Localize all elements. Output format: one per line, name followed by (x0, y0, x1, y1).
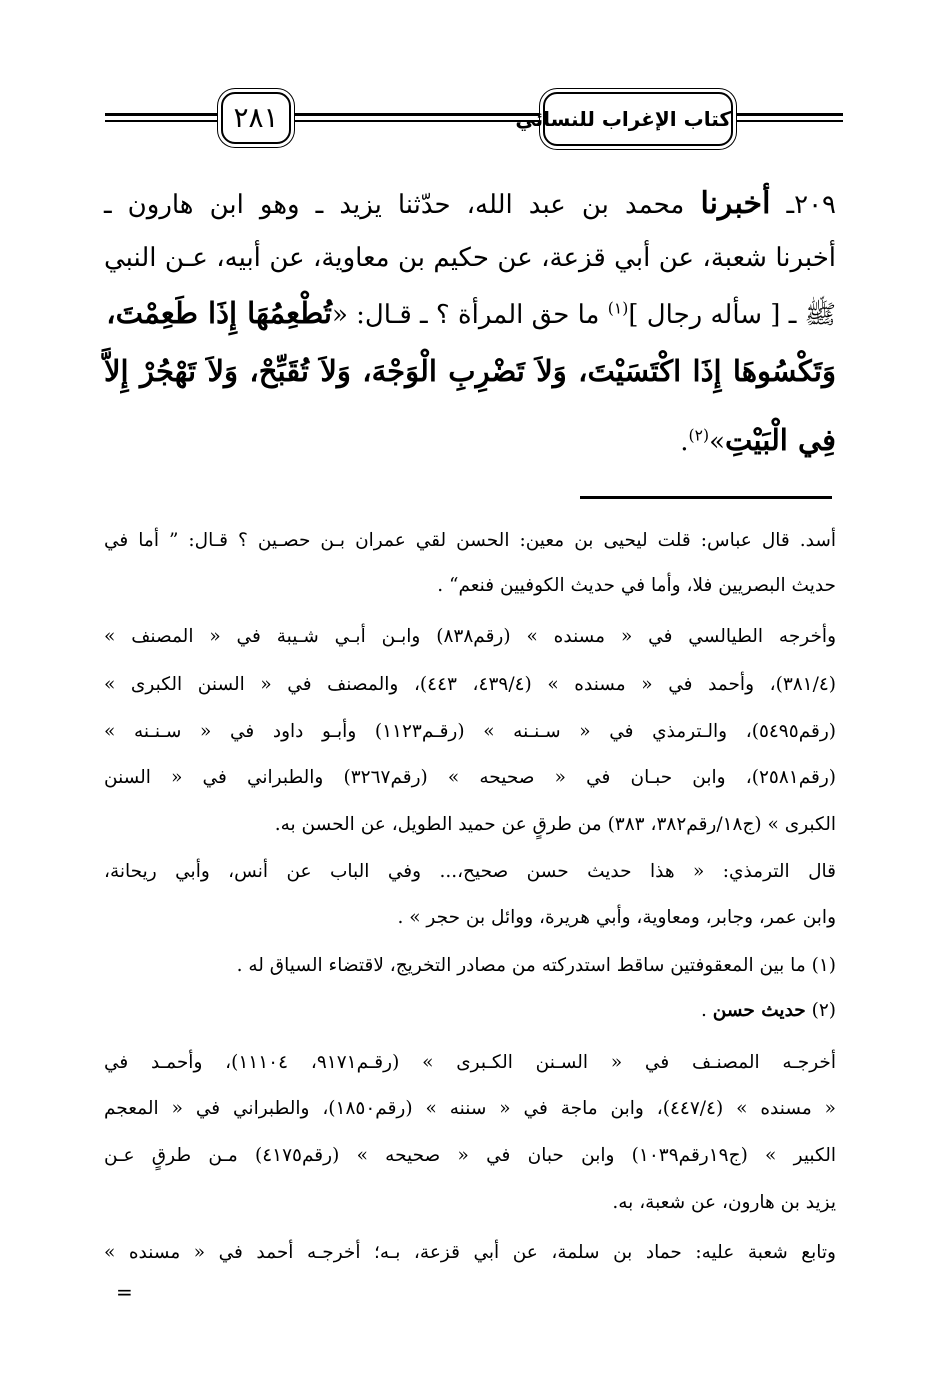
footnote-line: حديث البصريين فلا، وأما في حديث الكوفيين فنعم“ . (437, 575, 836, 596)
footnote-line: « مسنده » (٤٤٧/٤)، وابن ماجة في « سننه » (رقم١٨٥٠)، والطبراني في « المعجم (104, 1098, 836, 1119)
hadith-line-5: فِي الْبَيْتِ»$^{(٢)}$. (680, 423, 836, 457)
footnote-ref-1: (١) (607, 299, 629, 318)
footnote-line: (رقم٢٥٨١)، وابن حبـان في « صحيحه » (رقم٣٢٦٧) والطبراني في « السنن (104, 767, 837, 788)
hadith-line-3: ﷺ ـ [ سأله رجال ]$^{(١)}$ ما حق المرأة ؟ ـ قـال: «تُطْعِمُهَا إِذَا طَعِمْتَ، (106, 296, 836, 330)
continuation-mark: = (116, 1280, 133, 1304)
hadith-matn: تُطْعِمُهَا إِذَا طَعِمْتَ، (106, 296, 332, 330)
footnote-line: يزيد بن هارون، عن شعبة، به. (612, 1192, 836, 1213)
footnote-line: الكبير » (ج١٩رقم١٠٣٩) وابن حبان في « صحيحه » (رقم٤١٧٥) مـن طرقٍ عـن (104, 1145, 836, 1166)
hadith-line-1: ٢٠٩ـ أخبرنا محمد بن عبد الله، حدّثنا يزيد ـ وهو ابن هارون ـ (104, 186, 837, 221)
footnote-line: الكبرى » (ج١٨/رقم٣٨٢، ٣٨٣) من طرقٍ عن حميد الطويل، عن الحسن به. (274, 814, 836, 835)
footnote-line: وابن عمر، وجابر، ومعاوية، وأبي هريرة، ووائل بن حجر » . (397, 907, 836, 928)
footnote-line: وأخرجه الطيالسي في « مسنده » (رقم٨٣٨) وابـن أبـي شـيبة في « المصنف » (104, 626, 837, 647)
hadith-lead-word: أخبرنا (700, 186, 771, 221)
hadith-number: ٢٠٩ـ (786, 190, 837, 220)
footnote-grade: حديث حسن (712, 1000, 806, 1021)
footnote-line: أخرجـه المصنـف في « السـنن الكـبرى » (رقـم٩١٧١، ١١١٠٤)، وأحمـد في (104, 1052, 836, 1073)
hadith-line-4: وَتَكْسُوهَا إِذَا اكْتَسَيْتَ، وَلاَ تَضْرِبِ الْوَجْهَ، وَلاَ تُقَبِّحْ، وَلاَ تَهْجُرْ إِلاَّ (104, 354, 836, 388)
footnote-line: أسد. قال عباس: قلت ليحيى بن معين: الحسن لقي عمران بـن حصـين ؟ قـال: ” أما في (104, 530, 836, 551)
footnote-2: (٢) حديث حسن . (701, 1000, 836, 1021)
footnote-line: (رقم٥٤٩٥)، والـترمذي في « سـنـنه » (رقـم١١٢٣) وأبـو داود في « سـنـنه » (104, 721, 836, 742)
footnote-ref-2: (٢) (688, 426, 710, 445)
footnote-1: (١) ما بين المعقوفتين ساقط استدركته من مصادر التخريج، لاقتضاء السياق له . (236, 955, 836, 976)
hadith-line-2: أخبرنا شعبة، عن أبي قزعة، عن حكيم بن معاوية، عن أبيه، عـن النبي (104, 243, 836, 273)
footnote-line: قال الترمذي: « هذا حديث حسن صحيح،... وفي الباب عن أنس، وأبي ريحانة، (104, 861, 836, 882)
footnote-separator (580, 496, 832, 499)
running-title: كتاب الإغراب للنسائي (543, 92, 733, 146)
footnote-line: وتابع شعبة عليه: حماد بن سلمة، عن أبي قزعة، بـه؛ أخرجـه أحمد في « مسنده » (104, 1242, 836, 1263)
footnote-line: (٣٨١/٤)، وأحمد في « مسنده » (٤٣٩/٤، ٤٤٣)، والمصنف في « السنن الكبرى » (104, 674, 837, 695)
page-number: ٢٨١ (221, 92, 291, 144)
